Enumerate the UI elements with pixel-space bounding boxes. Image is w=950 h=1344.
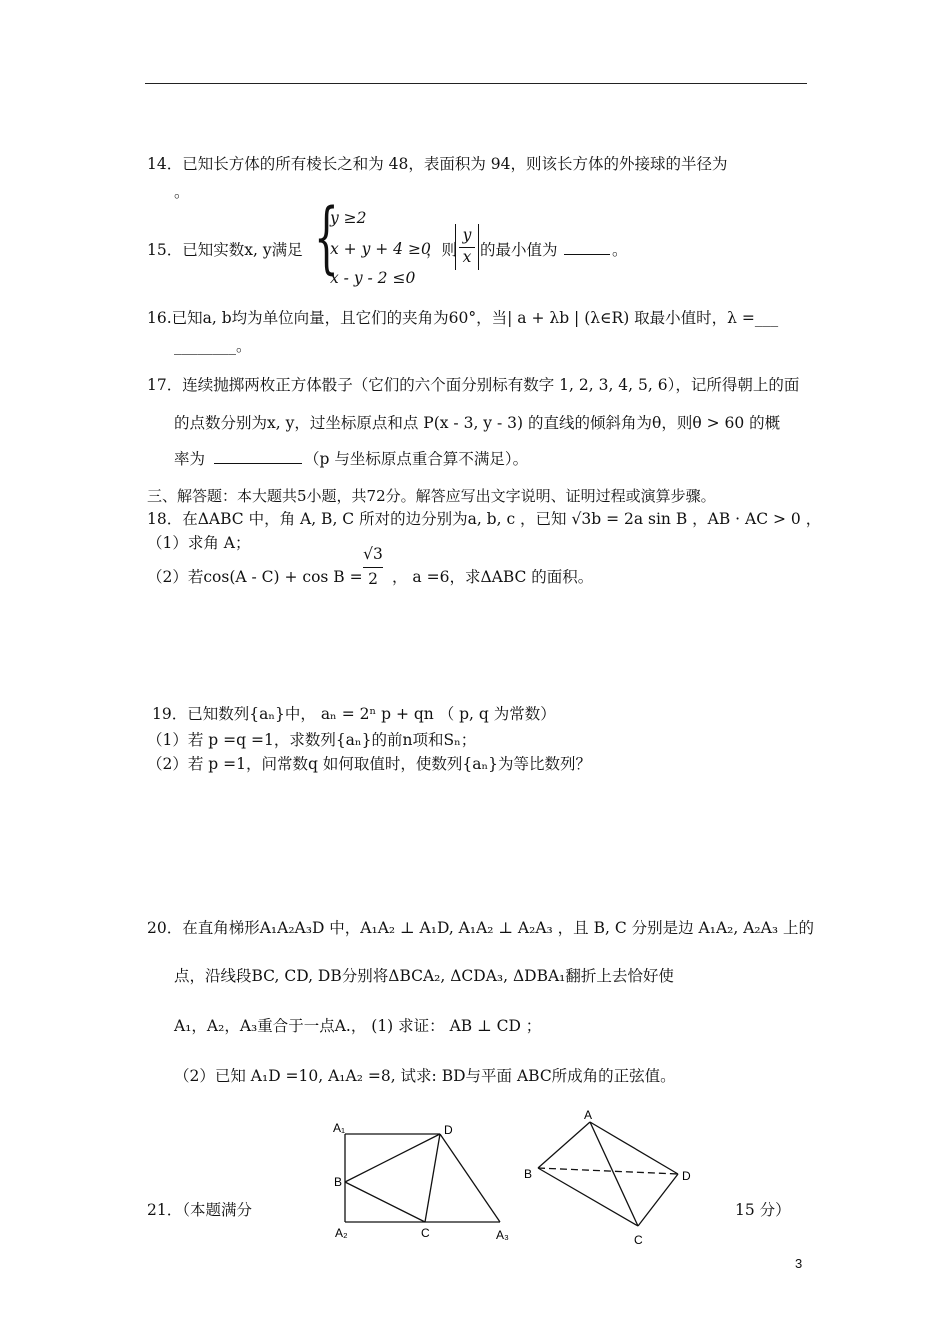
q18-line3a: （2）若cos(A - C) + cos B =: [147, 568, 363, 586]
edge-a-c: [590, 1122, 638, 1226]
brace-symbol: {: [314, 193, 339, 283]
section-heading: 三、解答题：本大题共5小题，共72分。解答应写出文字说明、证明过程或演算步骤。: [147, 487, 716, 505]
q17-line2: 的点数分别为x, y，过坐标原点和点 P(x - 3, y - 3) 的直线的倾斜角为θ，则θ > 60 的概: [174, 414, 781, 432]
edge-b-c: [345, 1182, 425, 1222]
edge-c-d: [425, 1134, 440, 1222]
q15-end: 。: [612, 241, 628, 259]
label-a2: A₂: [335, 1226, 348, 1240]
header-rule: [145, 83, 807, 84]
q17-line1: 17．连续抛掷两枚正方体骰子（它们的六个面分别标有数字 1, 2, 3, 4, 5, 6），记所得朝上的面: [147, 376, 800, 394]
fraction-bar: [363, 567, 383, 568]
q18-frac-den: 2: [368, 570, 378, 588]
edge-a-b: [538, 1122, 590, 1168]
q15-ineq-2: x + y + 4 ≥0: [330, 240, 431, 258]
q18-line2: （1）求角 A；: [147, 534, 251, 552]
q15-abs-fraction: [455, 224, 479, 270]
q20-line2: 点，沿线段BC, CD, DB分别将ΔBCA₂, ΔCDA₃, ΔDBA₁翻折上去恰好使: [174, 967, 674, 985]
label-b: B: [334, 1175, 343, 1189]
q21-right: 15 分）: [735, 1201, 791, 1219]
q17-line3b: （p 与坐标原点重合算不满足）。: [304, 450, 529, 468]
q15-suffix: 的最小值为: [480, 241, 558, 259]
label-b: B: [524, 1167, 533, 1181]
label-a: A: [584, 1108, 593, 1122]
q16-line2: ________。: [174, 337, 252, 355]
label-c: C: [421, 1226, 430, 1240]
page-number: 3: [795, 1256, 803, 1271]
q14-line2: 。: [174, 183, 190, 201]
q19-line1: 19．已知数列{aₙ}中， aₙ = 2ⁿ p + qn （ p, q 为常数）: [152, 705, 556, 723]
q15-frac-den: x: [462, 248, 472, 266]
label-c: C: [634, 1233, 643, 1247]
q18-fraction: [360, 545, 386, 591]
q15-prefix: 15．已知实数x, y满足: [147, 241, 303, 259]
label-d: D: [682, 1169, 691, 1183]
q15-answer-blank: [564, 254, 610, 255]
q20-line3: A₁，A₂，A₃重合于一点A.， (1) 求证： AB ⊥ CD ；: [174, 1017, 542, 1035]
q15-frac-num: y: [462, 226, 472, 244]
q18-line3b: ， a =6，求ΔABC 的面积。: [392, 568, 594, 586]
edge-b-c: [538, 1168, 638, 1226]
edge-d-a3: [440, 1134, 500, 1222]
q19-line3: （2）若 p =1，问常数q 如何取值时，使数列{aₙ}为等比数列？: [147, 755, 592, 773]
trapezoid-figure: [325, 1120, 525, 1245]
label-a1: A₁: [333, 1121, 346, 1135]
q15-ineq-1: y ≥2: [330, 209, 367, 227]
edge-a-d: [590, 1122, 678, 1174]
q15-ineq-3: x - y - 2 ≤0: [330, 269, 416, 287]
tetrahedron-figure: [520, 1108, 705, 1248]
q20-line4: （2）已知 A₁D =10, A₁A₂ =8, 试求: BD与平面 ABC所成角的正弦值。: [174, 1067, 676, 1085]
q19-line2: （1）若 p =q =1，求数列{aₙ}的前n项和Sₙ；: [147, 731, 477, 749]
q16-line1: 16.已知a, b均为单位向量，且它们的夹角为60°，当| a + λb | (λ∈R) 取最小值时，λ =___: [147, 309, 779, 327]
q15-mid: ，则: [426, 241, 458, 259]
q18-line1: 18．在ΔABC 中，角 A, B, C 所对的边分别为a, b, c ，已知 √3b = 2a sin B ，AB · AC > 0 ，: [147, 510, 822, 528]
q14-line1: 14．已知长方体的所有棱长之和为 48，表面积为 94，则该长方体的外接球的半径为: [147, 155, 728, 173]
q17-answer-blank: [214, 463, 302, 464]
edge-b-d-hidden: [538, 1168, 678, 1174]
edge-b-d: [345, 1134, 440, 1182]
label-d: D: [444, 1123, 453, 1137]
q21-left: 21．（本题满分: [147, 1201, 252, 1219]
label-a3: A₃: [496, 1228, 509, 1242]
q20-line1: 20．在直角梯形A₁A₂A₃D 中，A₁A₂ ⊥ A₁D, A₁A₂ ⊥ A₂A₃ ，且 B, C 分别是边 A₁A₂, A₂A₃ 上的: [147, 919, 814, 937]
q17-line3a: 率为: [174, 450, 206, 468]
edge-d-c: [638, 1174, 678, 1226]
q18-frac-num: √3: [363, 545, 383, 563]
